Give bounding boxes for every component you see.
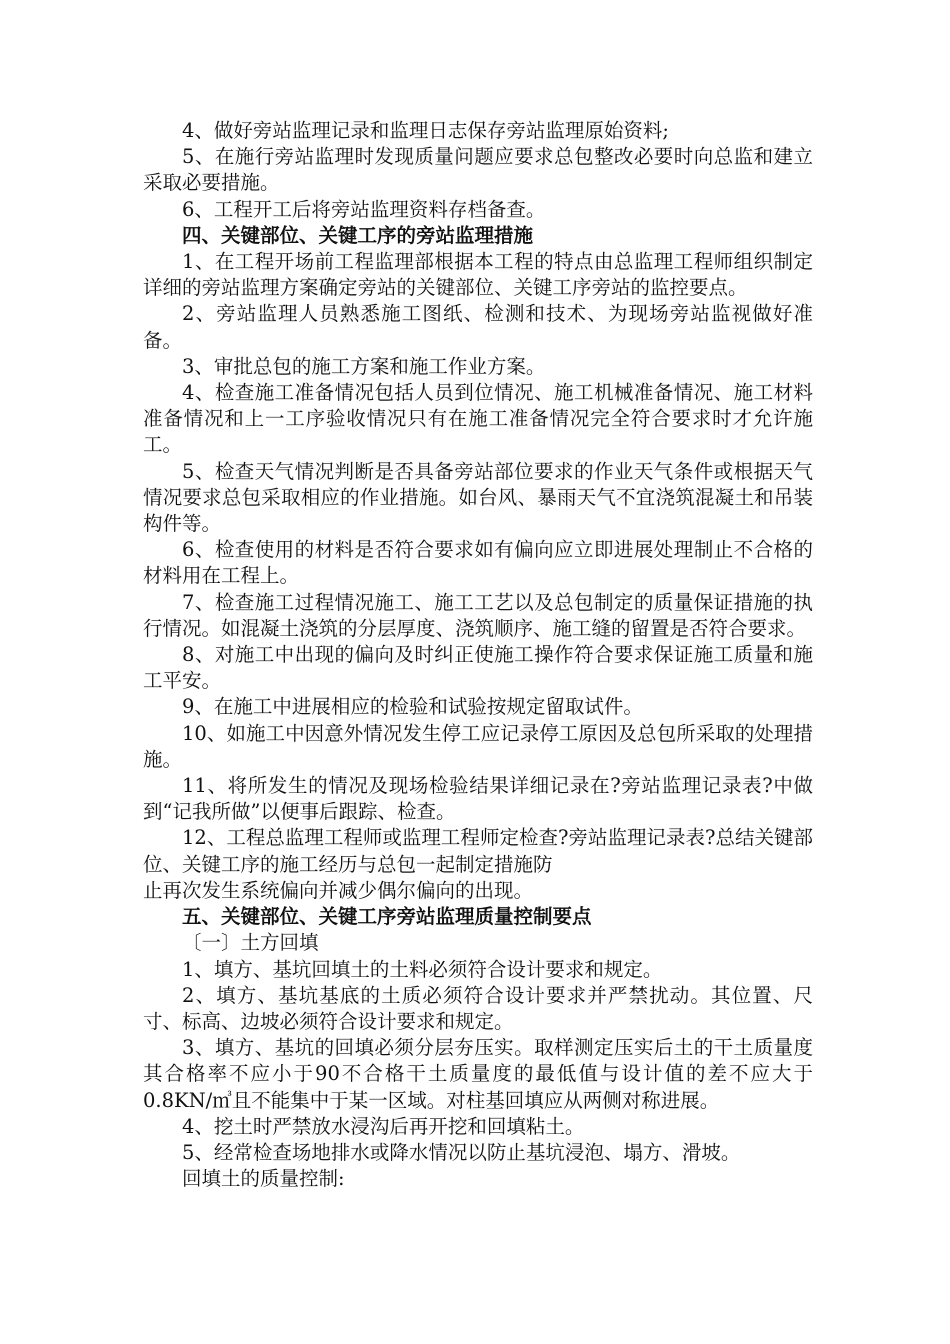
paragraph: 6、检查使用的材料是否符合要求如有偏向应立即进展处理制止不合格的材料用在工程上。 bbox=[143, 538, 813, 588]
paragraph: 回填土的质量控制: bbox=[182, 1167, 345, 1191]
paragraph: 1、填方、基坑回填土的土料必须符合设计要求和规定。 bbox=[182, 957, 663, 981]
paragraph: 9、在施工中进展相应的检验和试验按规定留取试件。 bbox=[182, 695, 643, 719]
paragraph: 2、旁站监理人员熟悉施工图纸、检测和技术、为现场旁站监视做好准备。 bbox=[143, 302, 813, 352]
paragraph: 10、如施工中因意外情况发生停工应记录停工原因及总包所采取的处理措施。 bbox=[143, 721, 813, 771]
paragraph: 5、检查天气情况判断是否具备旁站部位要求的作业天气条件或根据天气情况要求总包采取相应的作业措施。如台风、暴雨天气不宜浇筑混凝土和吊装构件等。 bbox=[143, 459, 813, 536]
paragraph: 5、经常检查场地排水或降水情况以防止基坑浸泡、塌方、滑坡。 bbox=[182, 1140, 741, 1164]
paragraph: 2、填方、基坑基底的土质必须符合设计要求并严禁扰动。其位置、尺寸、标高、边坡必须符合设计要求和规定。 bbox=[143, 983, 813, 1033]
paragraph: 12、工程总监理工程师或监理工程师定检查?旁站监理记录表?总结关键部位、关键工序的施工经历与总包一起制定措施防 bbox=[143, 826, 813, 876]
section-heading: 五、关键部位、关键工序旁站监理质量控制要点 bbox=[182, 905, 592, 929]
paragraph: 止再次发生系统偏向并减少偶尔偏向的出现。 bbox=[143, 878, 534, 902]
section-heading: 四、关键部位、关键工序的旁站监理措施 bbox=[182, 223, 534, 247]
paragraph: 1、在工程开场前工程监理部根据本工程的特点由总监理工程师组织制定详细的旁站监理方案确定旁站的关键部位、关键工序旁站的监控要点。 bbox=[143, 250, 813, 300]
paragraph: 7、检查施工过程情况施工、施工工艺以及总包制定的质量保证措施的执行情况。如混凝土浇筑的分层厚度、浇筑顺序、施工缝的留置是否符合要求。 bbox=[143, 590, 813, 640]
paragraph: 6、工程开工后将旁站监理资料存档备查。 bbox=[182, 197, 546, 221]
paragraph: 3、审批总包的施工方案和施工作业方案。 bbox=[182, 354, 546, 378]
subsection-heading: 〔一〕土方回填 bbox=[182, 931, 319, 955]
paragraph: 4、检查施工准备情况包括人员到位情况、施工机械准备情况、施工材料准备情况和上一工序验收情况只有在施工准备情况完全符合要求时才允许施工。 bbox=[143, 381, 813, 457]
paragraph: 5、在施行旁站监理时发现质量问题应要求总包整改必要时向总监和建立采取必要措施。 bbox=[143, 145, 813, 195]
paragraph: 3、填方、基坑的回填必须分层夯压实。取样测定压实后土的干土质量度其合格率不应小于90不合格干土质量度的最低值与设计值的差不应大于0.8KN/㎥且不能集中于某一区域。对柱基回填应从两侧对称进展。 bbox=[143, 1036, 813, 1112]
paragraph: 4、做好旁站监理记录和监理日志保存旁站监理原始资料; bbox=[182, 119, 669, 142]
document-body bbox=[143, 118, 813, 1192]
paragraph: 4、挖土时严禁放水浸沟后再开挖和回填粘土。 bbox=[182, 1114, 585, 1138]
paragraph: 11、将所发生的情况及现场检验结果详细记录在?旁站监理记录表?中做到“记我所做”以便事后跟踪、检查。 bbox=[143, 774, 813, 824]
paragraph: 8、对施工中出现的偏向及时纠正使施工操作符合要求保证施工质量和施工平安。 bbox=[143, 643, 813, 693]
